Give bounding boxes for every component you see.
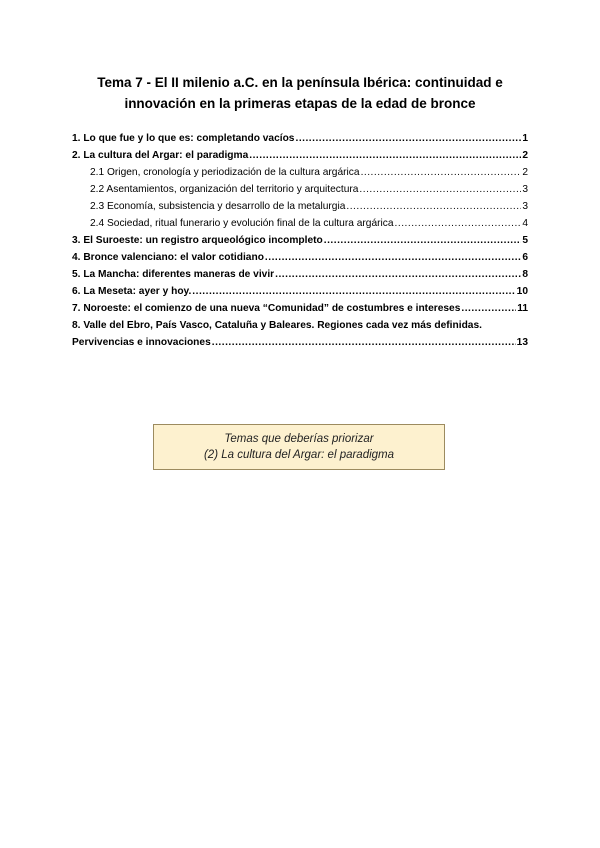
- title-line-1: Tema 7 - El II milenio a.C. en la península Ibérica: continuidad e: [97, 75, 503, 90]
- toc-entry-page: 2: [522, 150, 528, 161]
- toc-entry-label: 2.1 Origen, cronología y periodización de la cultura argárica: [90, 167, 360, 178]
- note-line-2: (2) La cultura del Argar: el paradigma: [203, 449, 395, 461]
- toc-leader-dots: [295, 130, 521, 147]
- toc-leader-dots: [212, 334, 516, 351]
- toc-entry-5[interactable]: [72, 266, 528, 283]
- toc-leader-dots: [346, 198, 521, 215]
- toc-entry-label-line-2: Pervivencias e innovaciones: [72, 337, 211, 348]
- note-line-1: Temas que deberías priorizar: [224, 433, 374, 445]
- toc-entry-2[interactable]: [72, 147, 528, 164]
- toc-entry-label: 2.4 Sociedad, ritual funerario y evolución final de la cultura argárica: [90, 218, 394, 229]
- toc-entry-page: 8: [522, 269, 528, 280]
- toc-entry-page: 3: [522, 201, 528, 212]
- toc-entry-page: 1: [522, 133, 528, 144]
- toc-entry-page: 4: [522, 218, 528, 229]
- toc-leader-dots: [275, 266, 521, 283]
- toc-leader-dots: [461, 300, 516, 317]
- toc-entry-page: 5: [522, 235, 528, 246]
- toc-entry-label: 7. Noroeste: el comienzo de una nueva “Comunidad” de costumbres e intereses: [72, 303, 461, 314]
- toc-entry-label: 3. El Suroeste: un registro arqueológico incompleto: [72, 235, 323, 246]
- toc-entry-label: 4. Bronce valenciano: el valor cotidiano: [72, 252, 264, 263]
- toc-entry-label: 1. Lo que fue y lo que es: completando vacíos: [72, 133, 295, 144]
- toc-entry-3[interactable]: [72, 232, 528, 249]
- toc-entry-label: 2. La cultura del Argar: el paradigma: [72, 150, 249, 161]
- toc-entry-2-1[interactable]: [72, 164, 528, 181]
- toc-entry-page: 6: [522, 252, 528, 263]
- toc-leader-dots: [249, 147, 521, 164]
- toc-entry-4[interactable]: [72, 249, 528, 266]
- toc-entry-label-line-1: 8. Valle del Ebro, País Vasco, Cataluña y Baleares. Regiones cada vez más definidas.: [72, 320, 482, 331]
- document-title: [60, 72, 540, 114]
- toc-leader-dots: [395, 215, 522, 232]
- toc-entry-2-3[interactable]: [72, 198, 528, 215]
- title-line-2: innovación en la primeras etapas de la edad de bronce: [124, 96, 476, 111]
- toc-entry-page: 11: [517, 303, 528, 314]
- toc-entry-page: 3: [522, 184, 528, 195]
- toc-leader-dots: [265, 249, 521, 266]
- toc-entry-1[interactable]: [72, 130, 528, 147]
- toc-entry-2-2[interactable]: [72, 181, 528, 198]
- toc-leader-dots: [324, 232, 522, 249]
- toc-entry-label: 2.3 Economía, subsistencia y desarrollo de la metalurgia: [90, 201, 346, 212]
- toc-entry-label: 6. La Meseta: ayer y hoy.: [72, 286, 192, 297]
- toc-entry-2-4[interactable]: [72, 215, 528, 232]
- priority-note-box: [153, 424, 445, 470]
- toc-entry-7[interactable]: [72, 300, 528, 317]
- toc-entry-label: 2.2 Asentamientos, organización del territorio y arquitectura: [90, 184, 359, 195]
- toc-entry-page: 2: [522, 167, 528, 178]
- toc-entry-label: 5. La Mancha: diferentes maneras de vivir: [72, 269, 275, 280]
- toc-entry-page: 10: [516, 286, 528, 297]
- toc-entry-8[interactable]: [72, 317, 528, 351]
- toc-leader-dots: [361, 164, 522, 181]
- toc-entry-6[interactable]: [72, 283, 528, 300]
- toc-entry-page: 13: [516, 337, 528, 348]
- toc-leader-dots: [359, 181, 521, 198]
- toc-leader-dots: [192, 283, 515, 300]
- table-of-contents: [72, 130, 528, 351]
- toc-entry-line-2: [72, 334, 528, 351]
